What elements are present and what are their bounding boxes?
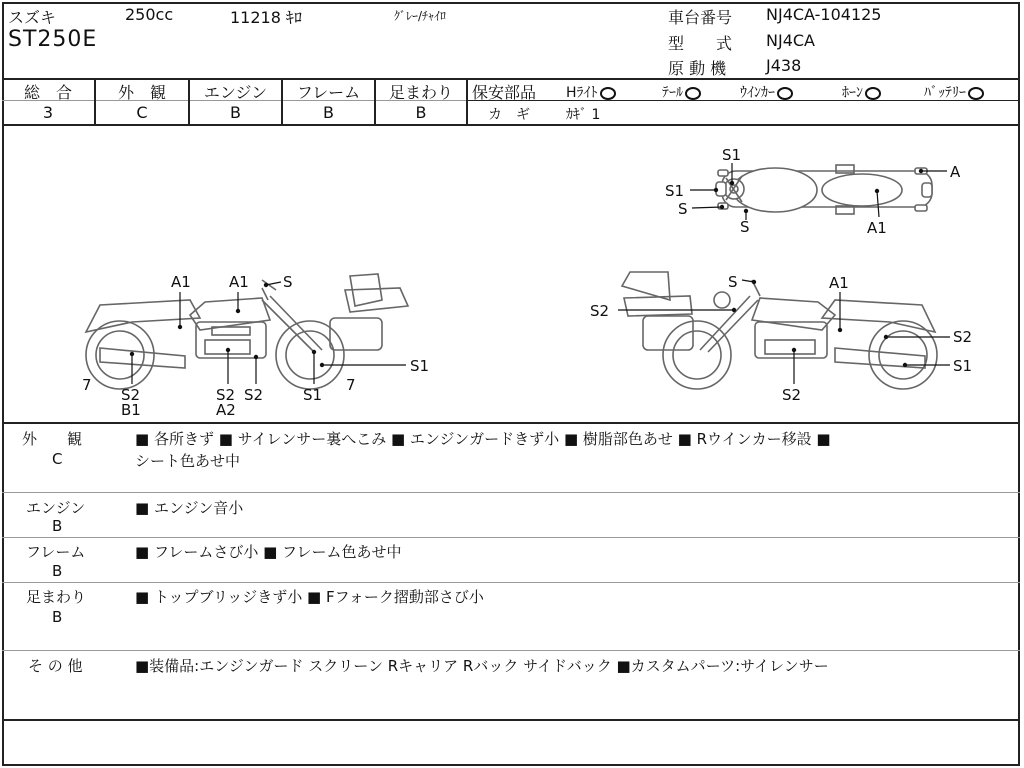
top-view-bike (716, 165, 932, 214)
mark-label: S (283, 273, 293, 291)
mark-label: A2 (216, 401, 236, 419)
left-view-bike (86, 274, 408, 389)
remark-suspension-label: 足まわり (26, 588, 87, 606)
mark-label: S2 (590, 302, 610, 320)
safety-headlight: Hﾗｲﾄ (566, 82, 616, 102)
ok-circle-icon (600, 87, 616, 100)
mark-label: B1 (121, 401, 141, 419)
maker: スズキ (8, 8, 57, 27)
mark-label: S1 (722, 146, 742, 164)
remark-frame-text: ■ フレームさび小 ■ フレーム色あせ中 (135, 543, 402, 561)
remark-engine-label: エンジン (26, 499, 86, 517)
grade-suspension-label: 足まわり (388, 83, 453, 102)
mark-label: A1 (171, 273, 191, 291)
remark-exterior-label: 外 観 (22, 430, 83, 448)
remark-frame-label: フレーム (26, 543, 86, 561)
remark-engine-text: ■ エンジン音小 (135, 499, 244, 517)
ok-circle-icon (865, 87, 881, 100)
mark-label: S2 (244, 386, 264, 404)
mark-label: S2 (121, 386, 141, 404)
mark-label: A1 (229, 273, 249, 291)
grade-exterior-label: 外 観 (117, 83, 166, 102)
grade-engine-label: エンジン (203, 83, 268, 102)
remark-other-text: ■装備品:エンジンガード スクリーン Rキャリア Rバック サイドバック ■カスタムパーツ:サイレンサー (135, 657, 829, 675)
ok-circle-icon (685, 87, 701, 100)
mark-label: S2 (216, 386, 236, 404)
ok-circle-icon (777, 87, 793, 100)
key-label: カ ギ (488, 107, 530, 123)
damage-diagram (0, 126, 1024, 422)
remark-exterior-grade: C (52, 450, 63, 468)
remark-exterior-text-2: シート色あせ中 (135, 452, 241, 470)
mark-label: 7 (82, 376, 92, 394)
mark-label: S (678, 200, 688, 218)
ok-circle-icon (968, 87, 984, 100)
mark-label: A1 (867, 219, 887, 237)
grade-engine-value: B (230, 103, 241, 122)
mark-label: A1 (829, 274, 849, 292)
remark-suspension-text: ■ トップブリッジきず小 ■ Fフォーク摺動部さび小 (135, 588, 484, 606)
left-view-marks (82, 273, 429, 419)
mark-label: S (728, 273, 738, 291)
displacement: 250cc (125, 5, 174, 24)
chassis-label: 車台番号 (668, 8, 733, 27)
key-value: ｶｷﾞ 1 (566, 107, 601, 123)
grade-frame-label: フレーム (296, 83, 361, 102)
mileage: 11218 ｷﾛ (230, 8, 302, 27)
safety-battery: ﾊﾞｯﾃﾘｰ (924, 82, 984, 102)
safety-winker: ｳｲﾝｶｰ (740, 82, 793, 102)
engine-code: J438 (766, 56, 802, 75)
type-label: 型 式 (668, 34, 733, 53)
model-name: ST250E (8, 27, 98, 52)
grade-overall-label: 総 合 (23, 83, 72, 102)
color: ｸﾞﾚｰ/ﾁｬｲﾛ (394, 9, 447, 23)
mark-label: 7 (346, 376, 356, 394)
remark-exterior-text: ■ 各所きず ■ サイレンサー裏へこみ ■ エンジンガードきず小 ■ 樹脂部色あせ ■ Rウインカー移設 ■ (135, 430, 831, 448)
mark-label: S2 (953, 328, 973, 346)
mark-label: A (950, 163, 961, 181)
mark-label: S (740, 218, 750, 236)
type-value: NJ4CA (766, 31, 815, 50)
grade-overall-value: 3 (42, 103, 54, 122)
remark-engine-grade: B (52, 517, 63, 535)
remark-frame-grade: B (52, 562, 63, 580)
mark-label: S1 (410, 357, 430, 375)
engine-label: 原 動 機 (668, 59, 727, 78)
mark-label: S2 (782, 386, 802, 404)
safety-title: 保安部品 (472, 83, 537, 102)
safety-tail: ﾃｰﾙ (662, 82, 701, 102)
mark-label: S1 (303, 386, 323, 404)
grade-exterior-value: C (136, 103, 148, 122)
mark-label: S1 (665, 182, 685, 200)
safety-horn: ﾎｰﾝ (842, 82, 881, 102)
remark-suspension-grade: B (52, 608, 63, 626)
remark-other-label: そ の 他 (28, 657, 83, 675)
chassis-number: NJ4CA-104125 (766, 5, 882, 24)
grade-frame-value: B (323, 103, 334, 122)
grade-suspension-value: B (415, 103, 427, 122)
mark-label: S1 (953, 357, 973, 375)
right-view-bike (622, 272, 937, 389)
